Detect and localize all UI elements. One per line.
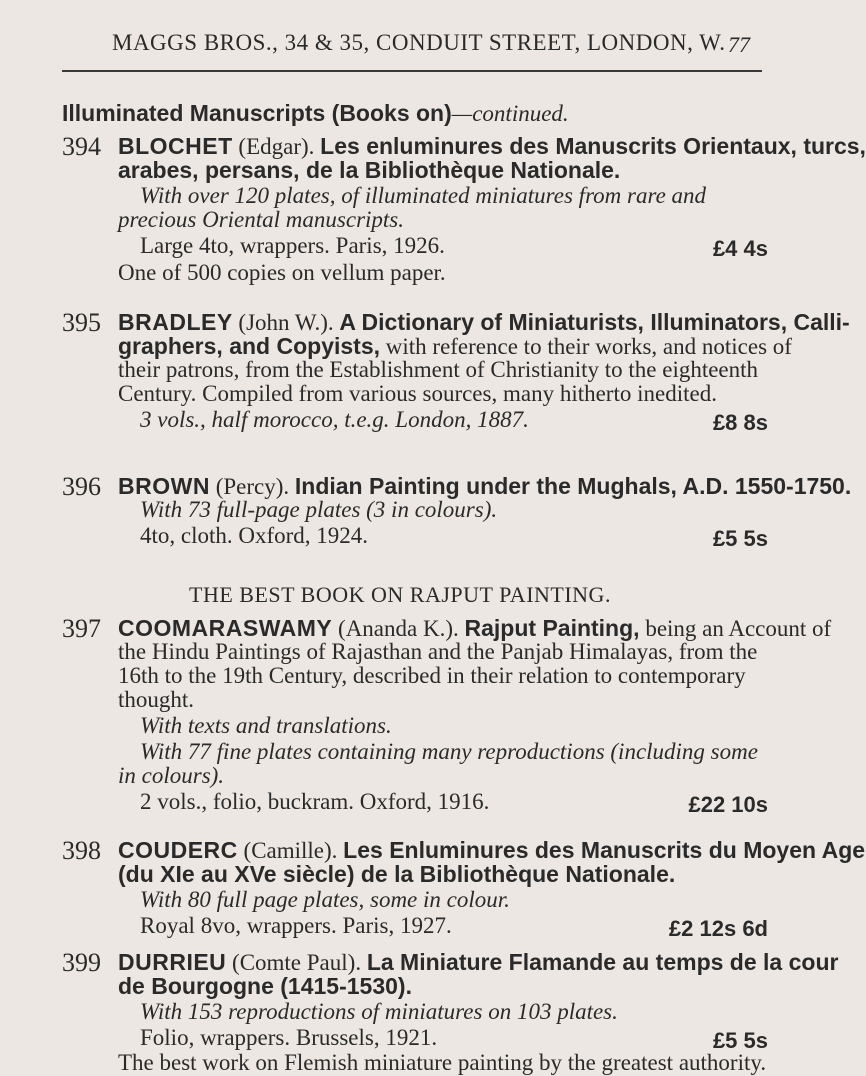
entry-title-line: Rajput Painting, <box>464 615 640 641</box>
entry-description: thought. <box>118 687 195 712</box>
entry-title-line: (du XIe au XVe siècle) de la Bibliothèque Nationale. <box>118 861 676 887</box>
entry-price: £5 5s <box>712 1028 768 1053</box>
entry-author: BRADLEY <box>118 309 233 335</box>
section-heading <box>62 100 569 127</box>
entry-author: COOMARASWAMY <box>118 615 333 641</box>
entry-price: £8 8s <box>712 410 768 435</box>
entry-description: the Hindu Paintings of Rajasthan and the Panjab Himalayas, from the <box>118 639 758 664</box>
entry-description: With 153 reproductions of miniatures on 103 plates. <box>140 999 618 1024</box>
lot-number: 394 <box>62 132 101 161</box>
entry-format: 3 vols., half morocco, t.e.g. London, 1887. <box>140 407 529 432</box>
entry-title-line: Les Enluminures des Manuscrits du Moyen Age <box>343 837 866 863</box>
entry-title-line: Les enluminures des Manuscrits Orientaux, turcs, <box>320 133 866 159</box>
lot-number: 395 <box>62 308 101 337</box>
entry-note: One of 500 copies on vellum paper. <box>118 260 446 285</box>
entry-author: COUDERC <box>118 837 238 863</box>
entry-description: With 80 full page plates, some in colour. <box>140 887 510 912</box>
entry-format: 4to, cloth. Oxford, 1924. <box>140 523 369 548</box>
entry-description: precious Oriental manuscripts. <box>118 207 404 232</box>
lot-number: 399 <box>62 948 101 977</box>
entry-description: 16th to the 19th Century, described in their relation to contemporary <box>118 663 746 688</box>
entry-extra: With texts and translations. <box>140 713 392 738</box>
entry-title-line: arabes, persans, de la Bibliothèque Nationale. <box>118 157 621 183</box>
entry-author: BLOCHET <box>118 133 233 159</box>
entry-price: £22 10s <box>688 792 768 817</box>
lot-number: 396 <box>62 472 101 501</box>
entry-note: The best work on Flemish miniature painting by the greatest authority. <box>118 1050 767 1075</box>
entry-description: Century. Compiled from various sources, many hitherto inedited. <box>118 381 717 406</box>
entry-author-detail: (Camille). <box>237 838 338 863</box>
entry-description: With over 120 plates, of illuminated miniatures from rare and <box>140 183 707 208</box>
entry-extra: in colours). <box>118 763 225 788</box>
entry-price: £4 4s <box>712 236 768 261</box>
entry-description: With 73 full-page plates (3 in colours). <box>140 497 498 522</box>
entry-author: BROWN <box>118 473 210 499</box>
entry-description: being an Account of <box>639 616 832 641</box>
header-rule <box>62 70 762 72</box>
entry-title-line: de Bourgogne (1415-1530). <box>118 973 412 999</box>
entry-format: Royal 8vo, wrappers. Paris, 1927. <box>140 913 452 938</box>
lot-number: 397 <box>62 614 101 643</box>
entry-author-detail: (Ananda K.). <box>332 616 459 641</box>
page-number: 77 <box>728 32 750 57</box>
section-continued: —continued. <box>451 101 569 126</box>
entry-author-detail: (John W.). <box>232 310 334 335</box>
entry-price: £2 12s 6d <box>668 916 768 941</box>
section-title: Illuminated Manuscripts (Books on) <box>62 100 452 126</box>
entry-description: with reference to their works, and notices of <box>380 334 792 359</box>
entry-author-detail: (Edgar). <box>232 134 315 159</box>
entry-format: Folio, wrappers. Brussels, 1921. <box>140 1025 438 1050</box>
entry-author: DURRIEU <box>118 949 227 975</box>
entry-format: Large 4to, wrappers. Paris, 1926. <box>140 233 445 258</box>
lot-number: 398 <box>62 836 101 865</box>
entry-author-detail: (Percy). <box>209 474 290 499</box>
entry-extra: With 77 fine plates containing many reproductions (including some <box>140 739 758 764</box>
running-header: MAGGS BROS., 34 & 35, CONDUIT STREET, LONDON, W. <box>112 30 726 55</box>
entry-banner: THE BEST BOOK ON RAJPUT PAINTING. <box>189 582 611 607</box>
entry-title-line: graphers, and Copyists, <box>118 333 381 359</box>
entry-title-line: La Miniature Flamande au temps de la cour <box>366 949 839 975</box>
entry-title-line: A Dictionary of Miniaturists, Illuminators, Calli- <box>339 309 850 335</box>
entry-title-line: Indian Painting under the Mughals, A.D. 1550-1750. <box>294 473 852 499</box>
entry-author-detail: (Comte Paul). <box>226 950 362 975</box>
entry-format: 2 vols., folio, buckram. Oxford, 1916. <box>140 789 490 814</box>
entry-description: their patrons, from the Establishment of Christianity to the eighteenth <box>118 357 759 382</box>
entry-price: £5 5s <box>712 526 768 551</box>
